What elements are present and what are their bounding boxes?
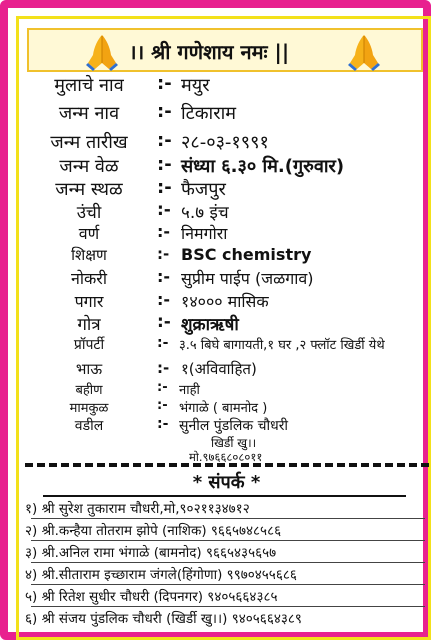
detail-label: नोकरी [70, 269, 107, 288]
detail-separator: :- [157, 177, 172, 198]
detail-label: उंची [76, 203, 102, 223]
praying-hands-icon [347, 33, 381, 71]
detail-row-name [19, 73, 431, 99]
detail-separator: :- [157, 267, 171, 286]
detail-separator: :- [157, 73, 172, 94]
detail-label: जन्म तारीख [50, 132, 128, 153]
detail-value: संध्या ६.३० मि.(गुरुवार) [181, 156, 345, 177]
detail-row-property [19, 335, 431, 361]
title-banner [27, 28, 423, 72]
detail-label: वडील [74, 418, 104, 434]
detail-separator: :- [157, 200, 171, 220]
detail-label: मामकुळ [69, 401, 109, 416]
detail-separator: :- [157, 130, 172, 151]
contact-text: ४) श्री.सीताराम इच्छाराम जंगले(हिंगोणा) ९९७०४५५६८६ [25, 567, 297, 583]
detail-value: निमगोरा [181, 224, 228, 243]
contact-item [25, 565, 430, 583]
detail-separator: :- [157, 398, 168, 413]
detail-value: १४००० मासिक [181, 292, 269, 311]
contact-divider [31, 562, 425, 563]
detail-value: सुप्रीम पाईप (जळगाव) [181, 269, 314, 288]
contact-item [25, 499, 430, 517]
detail-label: जन्म स्थळ [55, 179, 123, 200]
detail-separator: :- [157, 359, 170, 377]
detail-separator: :- [157, 335, 169, 351]
contact-item [25, 521, 430, 539]
detail-label: पगार [74, 292, 104, 311]
page-title: ।। श्री गणेशाय नमः || [129, 40, 290, 64]
detail-value: शुक्राऋषी [181, 315, 239, 335]
detail-row-birth-name [19, 101, 431, 127]
contact-divider [31, 584, 425, 585]
detail-value: टिकाराम [181, 103, 237, 124]
detail-label: शिक्षण [71, 246, 107, 264]
contact-item [25, 609, 430, 627]
detail-label: मुलाचे नाव [54, 75, 124, 96]
detail-separator: :- [157, 245, 170, 263]
detail-value: ३.५ बिघे बागायती,१ घर ,२ फ्लॉट खिर्डी येथे [179, 338, 385, 353]
detail-row-birth-date [19, 130, 431, 156]
section-divider [25, 463, 429, 467]
detail-value: १(अविवाहित) [181, 360, 257, 378]
detail-label: बहीण [75, 383, 103, 398]
father-village: खिर्डी खु।। [211, 436, 257, 450]
contact-text: १) श्री सुरेश तुकाराम चौधरी,मो,९०२११३४७१२ [25, 501, 250, 517]
inner-border [16, 16, 431, 640]
contact-divider [31, 540, 425, 541]
contact-divider [31, 606, 425, 607]
praying-hands-icon [85, 33, 119, 71]
detail-separator: :- [157, 416, 169, 432]
contact-text: २) श्री.कन्हैया तोतराम झोपे (नाशिक) ९६६५७४८५८६ [25, 523, 282, 539]
detail-label: जन्म वेळ [59, 156, 119, 177]
detail-value: सुनील पुंडलिक चौधरी [179, 418, 289, 434]
contact-heading-underline [43, 495, 406, 497]
detail-separator: :- [157, 312, 171, 332]
detail-separator: :- [157, 154, 172, 175]
detail-value: BSC chemistry [181, 245, 312, 264]
detail-label: भाऊ [75, 360, 103, 378]
detail-value: मयुर [181, 75, 210, 96]
detail-value: २८-०३-१९९१ [181, 132, 269, 153]
father-phone: मो.९७६६८०८०११ [189, 450, 263, 464]
detail-separator: :- [157, 380, 168, 395]
detail-separator: :- [157, 101, 172, 122]
contact-divider [31, 518, 425, 519]
contact-item [25, 587, 430, 605]
detail-separator: :- [157, 222, 171, 241]
detail-value: नाही [179, 383, 200, 398]
detail-label: वर्ण [78, 224, 100, 243]
detail-label: प्रॉपर्टी [73, 337, 105, 353]
contact-text: ३) श्री.अनिल रामा भंगाळे (बामनोद) ९६६५४३५६५७ [25, 545, 277, 561]
detail-separator: :- [157, 290, 171, 309]
contact-heading: * संपर्क * [192, 472, 261, 493]
detail-label: जन्म नाव [58, 103, 120, 124]
detail-value: भंगाळे ( बामनोद ) [179, 401, 268, 416]
contact-text: ५) श्री रितेश सुधीर चौधरी (दिपनगर) ९४०५६६४३८५ [25, 589, 278, 605]
contact-item [25, 543, 430, 561]
contact-text: ६) श्री संजय पुंडलिक चौधरी (खिर्डी खु।।) ९४०५६६४३८९ [25, 611, 302, 627]
detail-value: ५.७ इंच [181, 203, 229, 223]
detail-value: फैजपुर [181, 179, 226, 200]
detail-label: गोत्र [77, 315, 101, 335]
